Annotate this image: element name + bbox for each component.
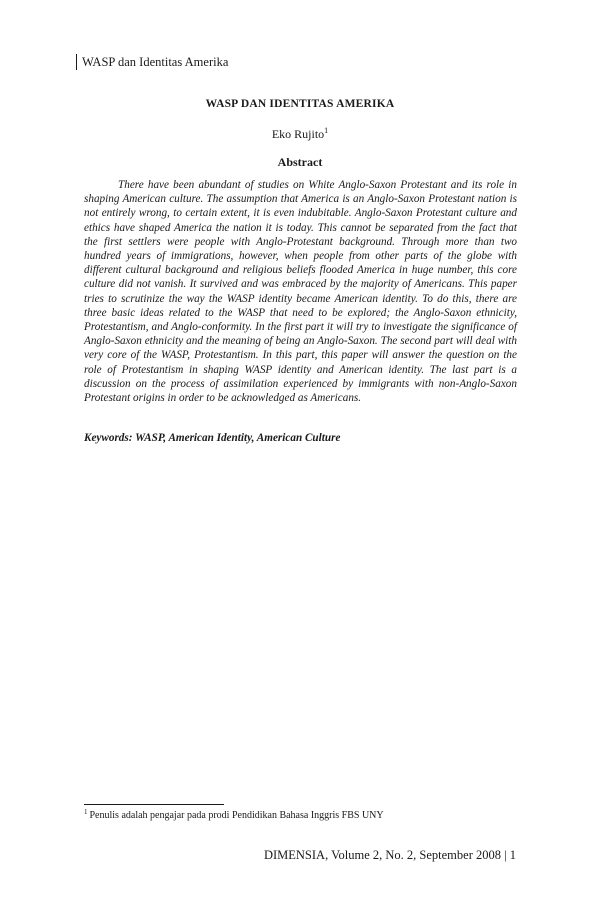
author-name: Eko Rujito [271,127,325,141]
keywords: Keywords: WASP, American Identity, American Culture [84,432,341,444]
paper-title: WASP DAN IDENTITAS AMERIKA [205,98,395,110]
footnote [84,807,384,821]
footnote-mark: 1 [84,807,88,816]
author-line [0,127,600,142]
running-header: WASP dan Identitas Amerika [76,54,228,70]
author-footnote-mark[interactable]: 1 [324,126,329,135]
footnote-text: Penulis adalah pengajar pada prodi Pendidikan Bahasa Inggris FBS UNY [89,810,384,821]
abstract-body: There have been abundant of studies on White Anglo-Saxon Protestant and its role in shaping American culture. The assumption that America is an Anglo-Saxon Protestant nation is not entirely wrong, to certain extent, it is even indubitable. Anglo-Saxon Protestant culture and ethics have shaped America the nation it is today. This cannot be separated from the fact that the first settlers were people with Anglo-Protestant background. Through more than two hundred years of immigrations, however, when people from other parts of the globe with different cultural background and religious beliefs flooded America in huge number, this core culture did not vanish. It survived and was embraced by the majority of Americans. This paper tries to scrutinize the way the WASP identity became American identity. To do this, there are three basic ideas related to the WASP that need to be explored; the Anglo-Saxon ethnicity, Protestantism, and Anglo-conformity. In the first part it will try to investigate the significance of Anglo-Saxon ethnicity and the meaning of being an Anglo-Saxon. The second part will deal with very core of the WASP, Protestantism. In this part, this paper will answer the question on the role of Protestantism in shaping WASP identity and American identity. The last part is a discussion on the process of assimilation experienced by immigrants with non-Anglo-Saxon Protestant origins in order to be acknowledged as Americans. [84,179,517,405]
footnote-divider [84,804,224,805]
running-footer: DIMENSIA, Volume 2, No. 2, September 2008 | 1 [263,848,516,862]
abstract-heading: Abstract [277,155,323,169]
